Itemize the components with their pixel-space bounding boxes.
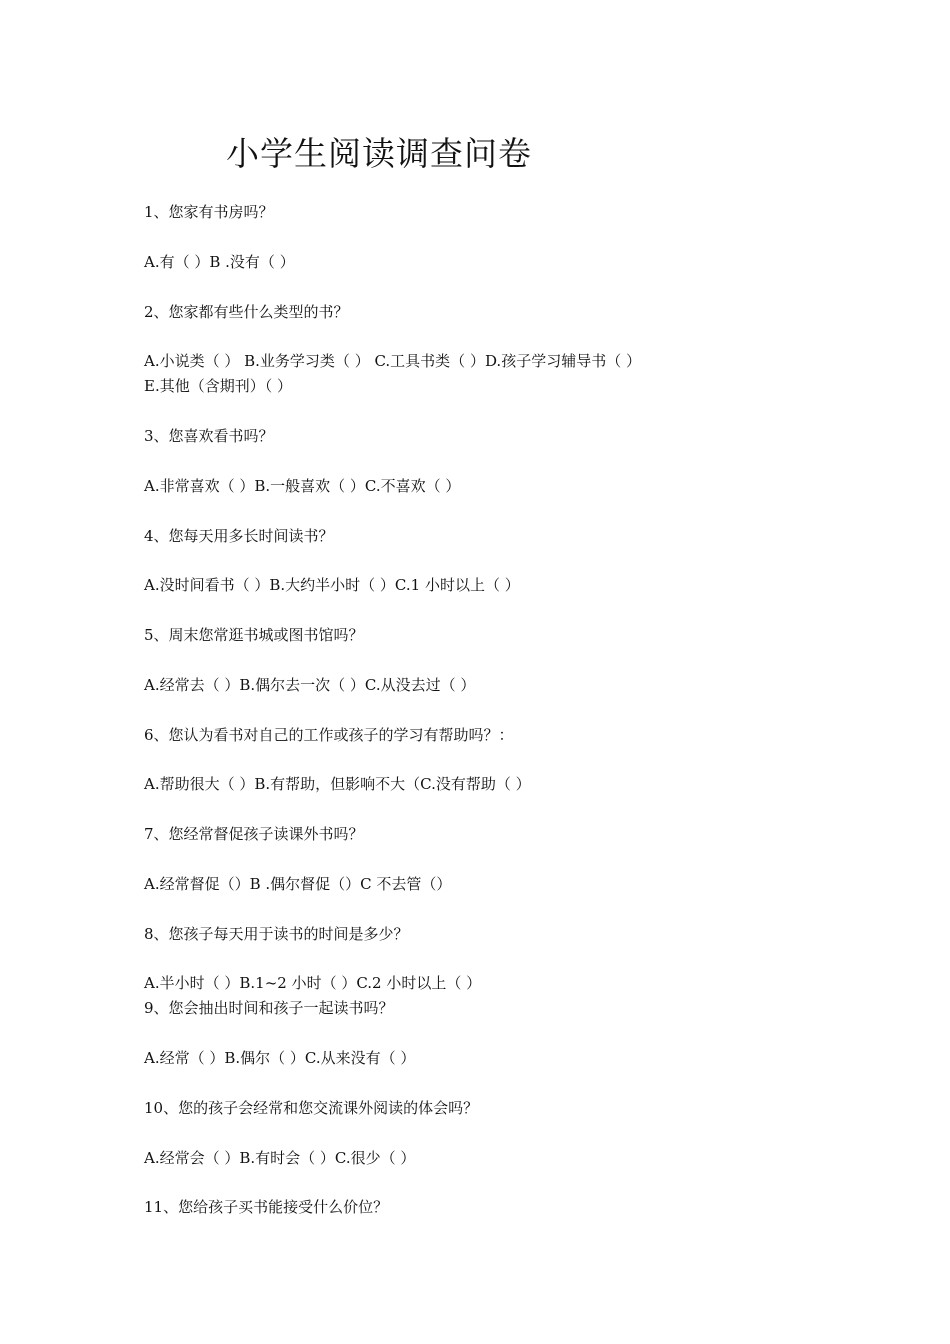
- answer-options-1: A.有（ ）B .没有（ ）: [144, 253, 295, 271]
- question-11: 11、您给孩子买书能接受什么价位？: [144, 1198, 389, 1216]
- question-1: 1、您家有书房吗？: [144, 203, 274, 221]
- answer-options-2b: E.其他（含期刊）（ ）: [144, 377, 292, 395]
- question-2: 2、您家都有些什么类型的书？: [144, 303, 349, 321]
- question-3: 3、您喜欢看书吗？: [144, 427, 274, 445]
- answer-options-4: A.没时间看书（ ）B.大约半小时（ ）C.1 小时以上（ ）: [144, 576, 520, 594]
- answer-options-9: A.经常（ ）B.偶尔（ ）C.从来没有（ ）: [144, 1049, 416, 1067]
- answer-options-3: A.非常喜欢（ ）B.一般喜欢（ ）C.不喜欢（ ）: [144, 477, 461, 495]
- question-10: 10、您的孩子会经常和您交流课外阅读的体会吗？: [144, 1099, 479, 1117]
- answer-options-5: A.经常去（ ）B.偶尔去一次（ ）C.从没去过（ ）: [144, 676, 476, 694]
- answer-options-8: A.半小时（ ）B.1~2 小时（ ）C.2 小时以上（ ）: [144, 974, 482, 992]
- answer-options-2a: A.小说类（ ） B.业务学习类（ ） C.工具书类（ ）D.孩子学习辅导书（ ）: [144, 352, 641, 370]
- question-7: 7、您经常督促孩子读课外书吗？: [144, 825, 364, 843]
- question-4: 4、您每天用多长时间读书？: [144, 527, 334, 545]
- question-9: 9、您会抽出时间和孩子一起读书吗？: [144, 999, 394, 1017]
- question-8: 8、您孩子每天用于读书的时间是多少？: [144, 925, 409, 943]
- question-5: 5、周末您常逛书城或图书馆吗？: [144, 626, 364, 644]
- answer-options-10: A.经常会（ ）B.有时会（ ）C.很少（ ）: [144, 1149, 416, 1167]
- page-title: 小学生阅读调查问卷: [226, 134, 532, 173]
- answer-options-7: A.经常督促（）B .偶尔督促（）C 不去管（）: [144, 875, 452, 893]
- answer-options-6: A.帮助很大（ ）B.有帮助，但影响不大（C.没有帮助（ ）: [144, 775, 531, 793]
- question-6: 6、您认为看书对自己的工作或孩子的学习有帮助吗？：: [144, 726, 514, 744]
